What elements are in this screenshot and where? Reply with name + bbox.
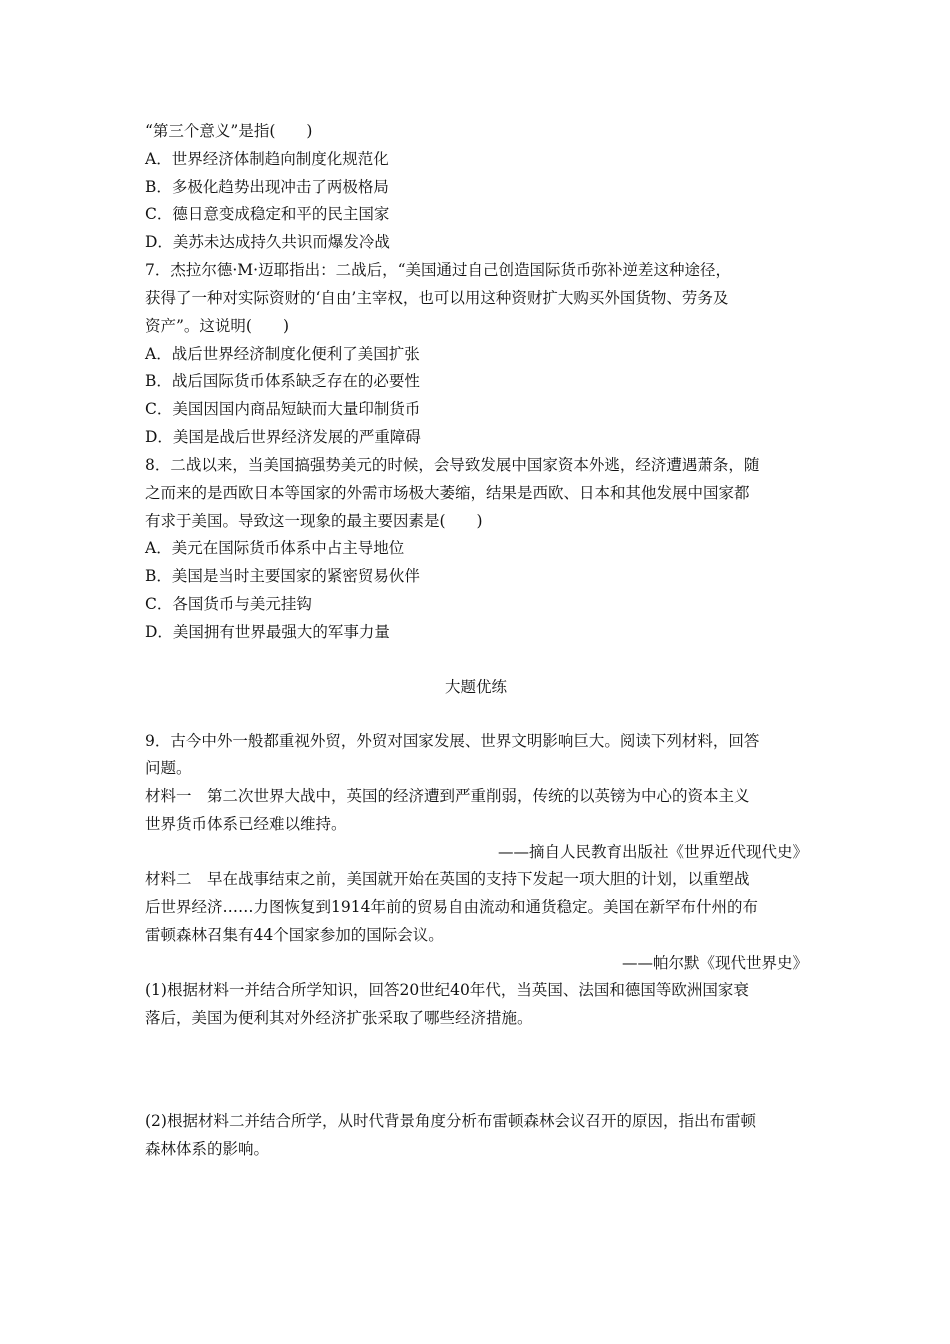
question-6-stem: “第三个意义”是指( ) — [145, 122, 313, 140]
material-2-source: ——帕尔默《现代世界史》 — [621, 954, 808, 972]
material-2-line-1: 材料二 早在战事结束之前，美国就开始在英国的支持下发起一项大胆的计划，以重塑战 — [145, 870, 750, 888]
question-7-stem-line-3: 资产”。这说明( ) — [145, 317, 290, 335]
question-7-option-a: A．战后世界经济制度化便利了美国扩张 — [145, 345, 420, 363]
question-8-option-c: C．各国货币与美元挂钩 — [145, 595, 312, 613]
sub-question-1-line-2: 落后，美国为便利其对外经济扩张采取了哪些经济措施。 — [145, 1009, 533, 1027]
section-title: 大题优练 — [444, 678, 507, 696]
question-9-stem-line-2: 问题。 — [145, 759, 192, 777]
question-7-option-c: C．美国因国内商品短缺而大量印制货币 — [145, 400, 421, 418]
material-2-line-2: 后世界经济……力图恢复到1914年前的贸易自由流动和通货稳定。美国在新罕布什州的布 — [145, 898, 758, 916]
question-6-option-c: C．德日意变成稳定和平的民主国家 — [145, 205, 390, 223]
material-2-line-3: 雷顿森林召集有44个国家参加的国际会议。 — [145, 926, 444, 944]
material-1-line-1: 材料一 第二次世界大战中，英国的经济遭到严重削弱，传统的以英镑为中心的资本主义 — [145, 787, 750, 805]
question-7-stem-line-1: 7．杰拉尔德·M·迈耶指出：二战后，“美国通过自己创造国际货币弥补逆差这种途径， — [145, 261, 732, 279]
question-8-option-a: A．美元在国际货币体系中占主导地位 — [145, 539, 405, 557]
question-9-stem-line-1: 9．古今中外一般都重视外贸，外贸对国家发展、世界文明影响巨大。阅读下列材料，回答 — [145, 732, 760, 750]
question-6-option-d: D．美苏未达成持久共识而爆发冷战 — [145, 233, 390, 251]
question-6-option-b: B．多极化趋势出现冲击了两极格局 — [145, 178, 389, 196]
question-8-stem-line-3: 有求于美国。导致这一现象的最主要因素是( ) — [145, 512, 483, 530]
sub-question-1-line-1: (1)根据材料一并结合所学知识，回答20世纪40年代，当英国、法国和德国等欧洲国家衰 — [145, 981, 749, 999]
question-7-option-d: D．美国是战后世界经济发展的严重障碍 — [145, 428, 421, 446]
question-8-stem-line-1: 8．二战以来，当美国搞强势美元的时候，会导致发展中国家资本外逃，经济遭遇萧条，随 — [145, 456, 760, 474]
sub-question-2-line-1: (2)根据材料二并结合所学，从时代背景角度分析布雷顿森林会议召开的原因，指出布雷顿 — [145, 1112, 756, 1130]
question-7-stem-line-2: 获得了一种对实际资财的‘自由’主宰权，也可以用这种资财扩大购买外国货物、劳务及 — [145, 289, 729, 307]
question-8-option-d: D．美国拥有世界最强大的军事力量 — [145, 623, 390, 641]
material-1-line-2: 世界货币体系已经难以维持。 — [145, 815, 347, 833]
question-8-option-b: B．美国是当时主要国家的紧密贸易伙伴 — [145, 567, 420, 585]
sub-question-2-line-2: 森林体系的影响。 — [145, 1140, 270, 1158]
question-7-option-b: B．战后国际货币体系缺乏存在的必要性 — [145, 372, 420, 390]
question-8-stem-line-2: 之而来的是西欧日本等国家的外需市场极大萎缩，结果是西欧、日本和其他发展中国家都 — [145, 484, 750, 502]
question-6-option-a: A．世界经济体制趋向制度化规范化 — [145, 150, 389, 168]
material-1-source: ——摘自人民教育出版社《世界近代现代史》 — [497, 843, 808, 861]
